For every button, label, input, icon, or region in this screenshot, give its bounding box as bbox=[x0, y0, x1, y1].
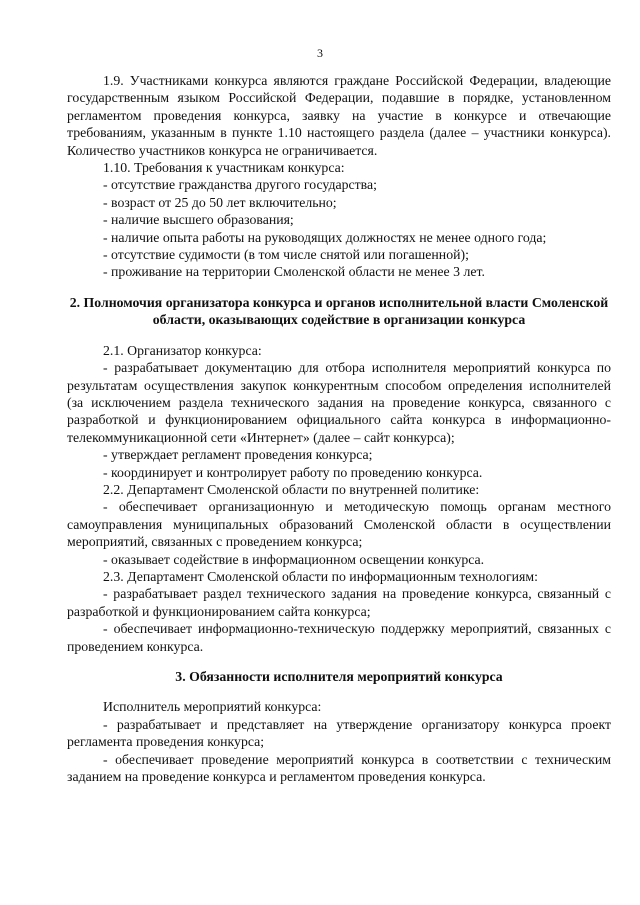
section-3-heading: 3. Обязанности исполнителя мероприятий конкурса bbox=[175, 669, 503, 684]
paragraph-2-1: 2.1. Организатор конкурса: bbox=[103, 342, 262, 358]
executor-duty-item: - разрабатывает и представляет на утверждение организатору конкурса проект регламента проведения конкурса; bbox=[67, 716, 611, 750]
requirement-item: - проживание на территории Смоленской области не менее 3 лет. bbox=[103, 264, 485, 280]
organizer-duty-item: - разрабатывает документацию для отбора исполнителя мероприятий конкурса по результатам осуществления закупок конкурентным способом определения исполнителей (за исключением раздела технического задания на проведение конкурса, связанного с разработкой и функционированием официального сайта конкурса в информационно-телекоммуникационной сети «Интернет» (далее – сайт конкурса); bbox=[67, 360, 611, 445]
requirement-item: - отсутствие гражданства другого государства; bbox=[103, 177, 377, 193]
requirement-item: - наличие опыта работы на руководящих должностях не менее одного года; bbox=[103, 229, 547, 245]
paragraph-2-3: 2.3. Департамент Смоленской области по информационным технологиям: bbox=[103, 568, 538, 584]
document-body bbox=[67, 72, 611, 785]
paragraph-1-10: 1.10. Требования к участникам конкурса: bbox=[103, 160, 345, 176]
executor-duty-item: - обеспечивает проведение мероприятий конкурса в соответствии с техническим заданием на проведение конкурса и регламентом проведения конкурса. bbox=[67, 751, 611, 785]
section-3-intro: Исполнитель мероприятий конкурса: bbox=[103, 699, 322, 715]
requirement-item: - отсутствие судимости (в том числе снятой или погашенной); bbox=[103, 247, 469, 263]
organizer-duty-item: - координирует и контролирует работу по проведению конкурса. bbox=[103, 464, 483, 480]
it-duty-item: - разрабатывает раздел технического задания на проведение конкурса, связанный с разработкой и функционированием сайта конкурса; bbox=[67, 586, 611, 619]
page-number: 3 bbox=[317, 46, 323, 60]
internal-policy-duty-item: - обеспечивает организационную и методическую помощь органам местного самоуправления муниципальных образований Смоленской области в осуществлении мероприятий, связанных с проведением конкурса; bbox=[67, 499, 611, 550]
it-duty-item: - обеспечивает информационно-техническую поддержку мероприятий, связанных с проведением конкурса. bbox=[67, 621, 611, 654]
section-2-heading: 2. Полномочия организатора конкурса и органов исполнительной власти Смоленской области, оказывающих содействие в организации конкурса bbox=[69, 294, 609, 328]
organizer-duty-item: - утверждает регламент проведения конкурса; bbox=[103, 447, 373, 463]
requirement-item: - возраст от 25 до 50 лет включительно; bbox=[103, 194, 337, 210]
paragraph-1-9: 1.9. Участниками конкурса являются граждане Российской Федерации, владеющие государственным языком Российской Федерации, подавшие в порядке, установленном регламентом проведения конкурса, заявку на участие в конкурсе и отвечающие требованиям, указанным в пункте 1.10 настоящего раздела (далее – участники конкурса). Количество участников конкурса не ограничивается. bbox=[67, 73, 611, 158]
paragraph-2-2: 2.2. Департамент Смоленской области по внутренней политике: bbox=[103, 481, 480, 497]
internal-policy-duty-item: - оказывает содействие в информационном освещении конкурса. bbox=[103, 551, 485, 567]
requirement-item: - наличие высшего образования; bbox=[103, 212, 294, 228]
